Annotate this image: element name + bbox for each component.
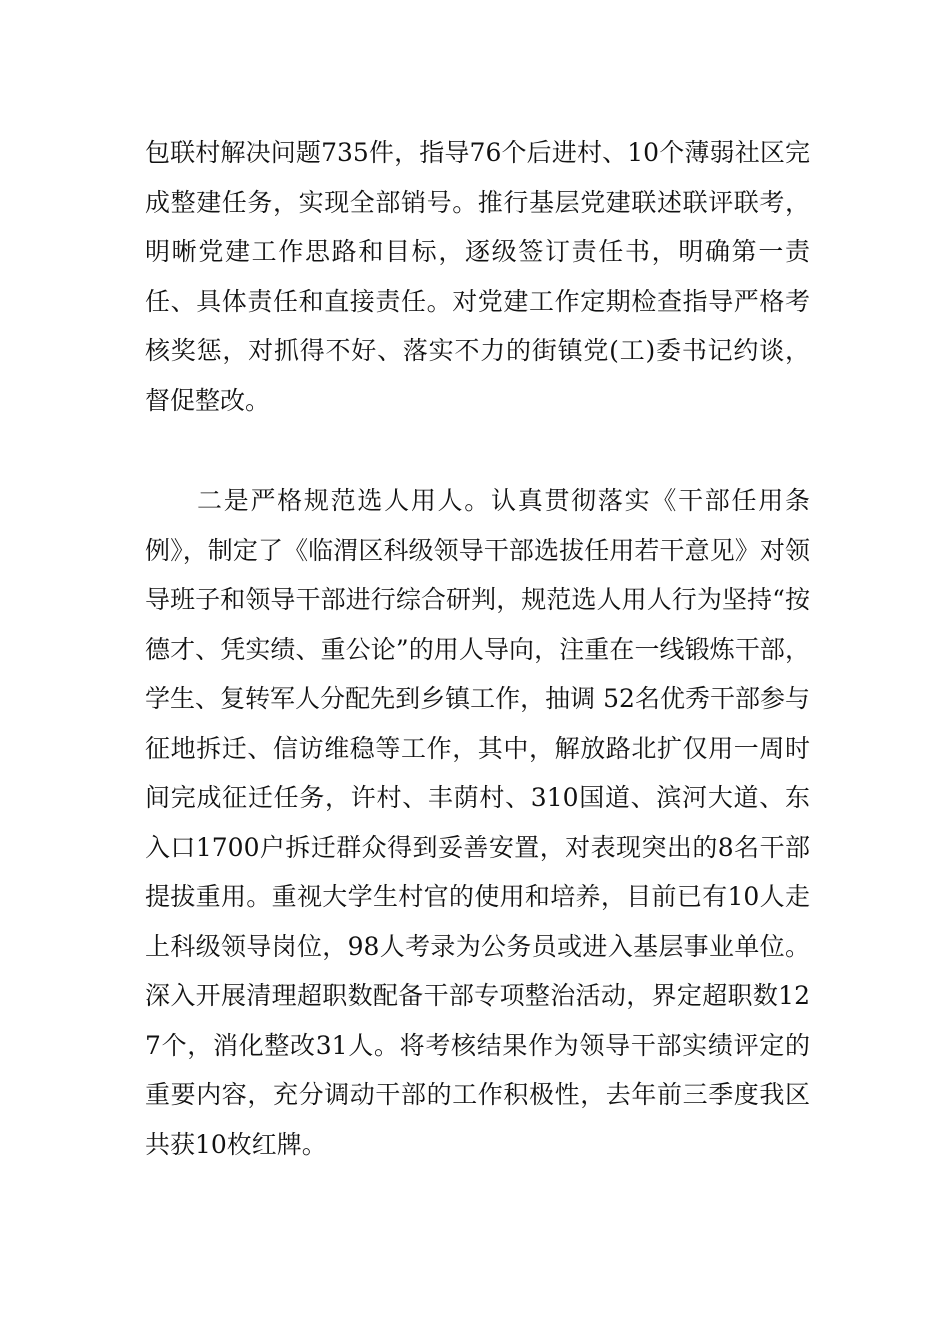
body-paragraph-1: 包联村解决问题735件，指导76个后进村、10个薄弱社区完成整建任务，实现全部销号。推行基层党建联述联评联考，明晰党建工作思路和目标，逐级签订责任书，明确第一责任、具体责任和直接责任。对党建工作定期检查指导严格考核奖惩，对抓得不好、落实不力的街镇党(工)委书记约谈，督促整改。: [145, 138, 810, 415]
body-paragraph-2: 二是严格规范选人用人。认真贯彻落实《干部任用条例》，制定了《临渭区科级领导干部选拔任用若干意见》对领导班子和领导干部进行综合研判，规范选人用人行为坚持“按德才、凭实绩、重公论”的用人导向，注重在一线锻炼干部，学生、复转军人分配先到乡镇工作，抽调 52名优秀干部参与征地拆迁、信访维稳等工作，其中，解放路北扩仅用一周时间完成征迁任务，许村、丰荫村、310国道、滨河大道、东入口1700户拆迁群众得到妥善安置，对表现突出的8名干部提拔重用。重视大学生村官的使用和培养，目前已有10人走上科级领导岗位，98人考录为公务员或进入基层事业单位。深入开展清理超职数配备干部专项整治活动，界定超职数127个，消化整改31人。将考核结果作为领导干部实绩评定的重要内容，充分调动干部的工作积极性，去年前三季度我区共获10枚红牌。: [145, 486, 810, 1159]
